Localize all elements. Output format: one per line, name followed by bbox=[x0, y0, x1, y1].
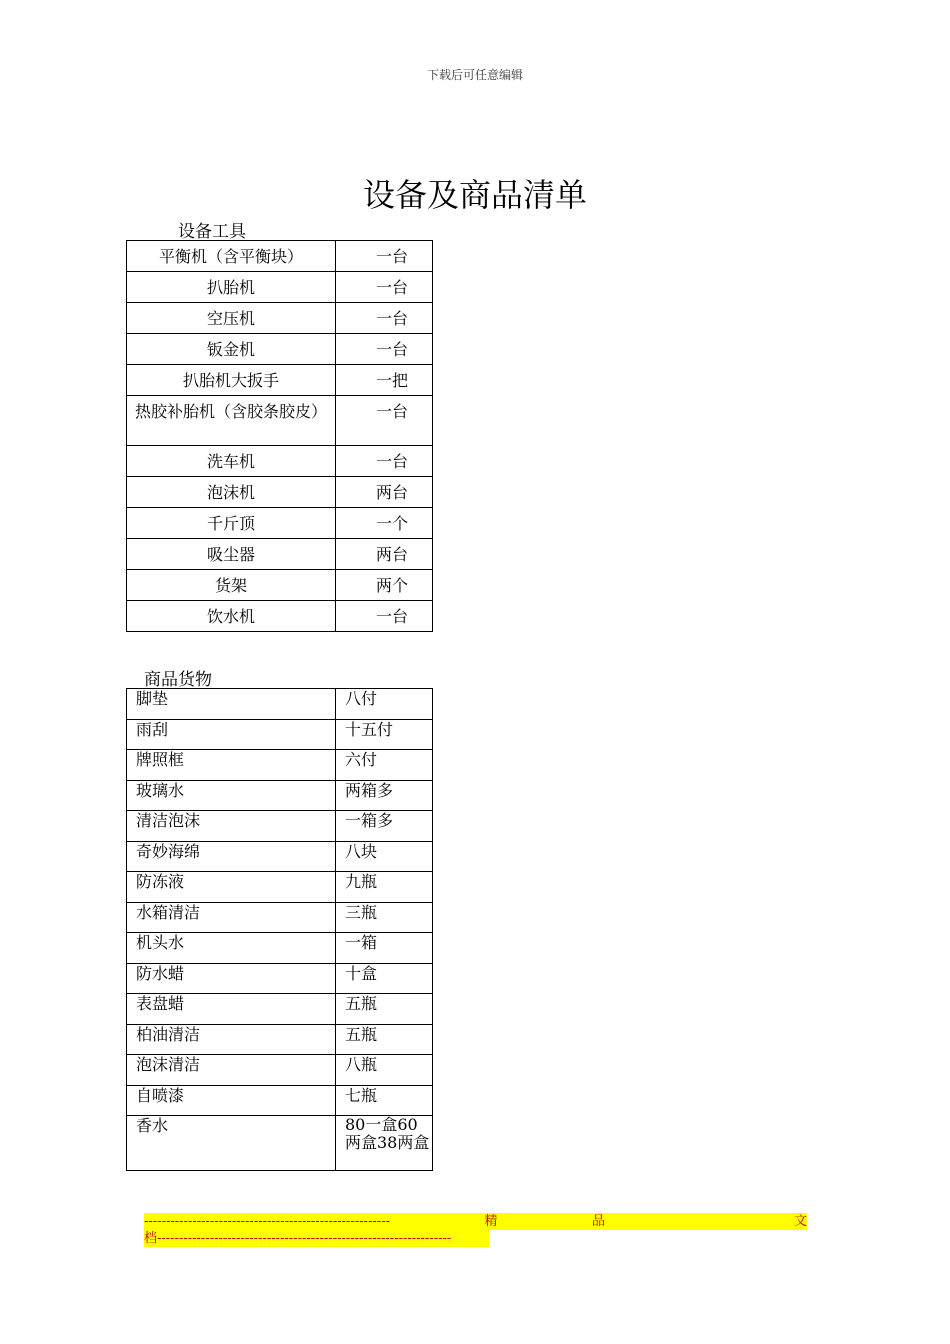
goods-item-quantity: 八付 bbox=[336, 689, 433, 720]
footer-line-2: 档------------------------------------------------------------------- bbox=[144, 1230, 489, 1247]
goods-item-name: 防水蜡 bbox=[127, 963, 336, 994]
equipment-row bbox=[127, 272, 433, 303]
document-title: 设备及商品清单 bbox=[362, 176, 587, 214]
goods-item-name: 奇妙海绵 bbox=[127, 841, 336, 872]
equipment-item-quantity: 一台 bbox=[336, 446, 433, 477]
goods-item-name: 脚垫 bbox=[127, 689, 336, 720]
goods-item-quantity: 80一盒60两盒38两盒 bbox=[336, 1116, 433, 1171]
equipment-item-quantity: 两个 bbox=[336, 570, 433, 601]
equipment-row bbox=[127, 539, 433, 570]
goods-item-quantity: 九瓶 bbox=[336, 872, 433, 903]
goods-item-name: 自喷漆 bbox=[127, 1085, 336, 1116]
equipment-item-name: 平衡机（含平衡块） bbox=[127, 241, 336, 272]
equipment-item-name: 钣金机 bbox=[127, 334, 336, 365]
goods-row bbox=[127, 933, 433, 964]
goods-item-quantity: 五瓶 bbox=[336, 994, 433, 1025]
goods-row bbox=[127, 994, 433, 1025]
equipment-item-quantity: 一把 bbox=[336, 365, 433, 396]
goods-item-quantity: 六付 bbox=[336, 750, 433, 781]
equipment-item-name: 扒胎机大扳手 bbox=[127, 365, 336, 396]
goods-item-quantity: 十五付 bbox=[336, 719, 433, 750]
goods-item-quantity: 五瓶 bbox=[336, 1024, 433, 1055]
footer-dashes: -------------------------------------------------------- bbox=[144, 1214, 390, 1229]
equipment-item-name: 空压机 bbox=[127, 303, 336, 334]
footer-word-3: 文 bbox=[793, 1214, 807, 1229]
equipment-row bbox=[127, 365, 433, 396]
goods-item-quantity: 八块 bbox=[336, 841, 433, 872]
goods-item-name: 机头水 bbox=[127, 933, 336, 964]
equipment-item-name: 货架 bbox=[127, 570, 336, 601]
goods-row bbox=[127, 811, 433, 842]
equipment-item-name: 热胶补胎机（含胶条胶皮） bbox=[127, 396, 336, 446]
goods-row bbox=[127, 872, 433, 903]
equipment-row bbox=[127, 303, 433, 334]
goods-item-name: 牌照框 bbox=[127, 750, 336, 781]
equipment-item-name: 千斤顶 bbox=[127, 508, 336, 539]
equipment-item-quantity: 一台 bbox=[336, 303, 433, 334]
equipment-item-quantity: 两台 bbox=[336, 477, 433, 508]
equipment-row bbox=[127, 601, 433, 632]
goods-item-quantity: 两箱多 bbox=[336, 780, 433, 811]
goods-row bbox=[127, 902, 433, 933]
equipment-item-quantity: 一台 bbox=[336, 334, 433, 365]
equipment-row bbox=[127, 334, 433, 365]
goods-item-name: 香水 bbox=[127, 1116, 336, 1171]
goods-item-name: 泡沫清洁 bbox=[127, 1055, 336, 1086]
equipment-item-quantity: 一台 bbox=[336, 241, 433, 272]
goods-item-quantity: 七瓶 bbox=[336, 1085, 433, 1116]
equipment-item-quantity: 两台 bbox=[336, 539, 433, 570]
goods-item-quantity: 一箱 bbox=[336, 933, 433, 964]
goods-item-name: 清洁泡沫 bbox=[127, 811, 336, 842]
equipment-item-name: 饮水机 bbox=[127, 601, 336, 632]
equipment-row bbox=[127, 477, 433, 508]
equipment-row bbox=[127, 241, 433, 272]
equipment-item-quantity: 一台 bbox=[336, 601, 433, 632]
goods-row bbox=[127, 750, 433, 781]
goods-item-quantity: 八瓶 bbox=[336, 1055, 433, 1086]
equipment-table bbox=[126, 240, 433, 632]
goods-row bbox=[127, 689, 433, 720]
goods-item-name: 防冻液 bbox=[127, 872, 336, 903]
footer-word-1: 精 bbox=[484, 1214, 498, 1229]
header-note: 下载后可任意编辑 bbox=[426, 68, 523, 82]
goods-table bbox=[126, 688, 433, 1171]
footer-line-1 bbox=[144, 1213, 807, 1230]
equipment-item-quantity: 一台 bbox=[336, 396, 433, 446]
equipment-item-name: 吸尘器 bbox=[127, 539, 336, 570]
goods-row bbox=[127, 841, 433, 872]
goods-item-name: 表盘蜡 bbox=[127, 994, 336, 1025]
equipment-row bbox=[127, 570, 433, 601]
goods-item-name: 玻璃水 bbox=[127, 780, 336, 811]
goods-item-quantity: 一箱多 bbox=[336, 811, 433, 842]
equipment-row bbox=[127, 508, 433, 539]
equipment-item-quantity: 一个 bbox=[336, 508, 433, 539]
footer-watermark bbox=[144, 1213, 807, 1252]
goods-row bbox=[127, 1116, 433, 1171]
equipment-row bbox=[127, 396, 433, 446]
equipment-item-name: 扒胎机 bbox=[127, 272, 336, 303]
equipment-item-name: 洗车机 bbox=[127, 446, 336, 477]
goods-item-name: 水箱清洁 bbox=[127, 902, 336, 933]
footer-word-2: 品 bbox=[591, 1214, 605, 1229]
goods-item-quantity: 三瓶 bbox=[336, 902, 433, 933]
goods-row bbox=[127, 1024, 433, 1055]
goods-row bbox=[127, 1055, 433, 1086]
goods-section-label: 商品货物 bbox=[144, 670, 212, 690]
equipment-section-label: 设备工具 bbox=[178, 222, 246, 242]
goods-item-name: 柏油清洁 bbox=[127, 1024, 336, 1055]
goods-row bbox=[127, 963, 433, 994]
goods-item-quantity: 十盒 bbox=[336, 963, 433, 994]
goods-row bbox=[127, 780, 433, 811]
goods-row bbox=[127, 719, 433, 750]
equipment-item-name: 泡沫机 bbox=[127, 477, 336, 508]
equipment-item-quantity: 一台 bbox=[336, 272, 433, 303]
goods-item-name: 雨刮 bbox=[127, 719, 336, 750]
equipment-row bbox=[127, 446, 433, 477]
goods-row bbox=[127, 1085, 433, 1116]
